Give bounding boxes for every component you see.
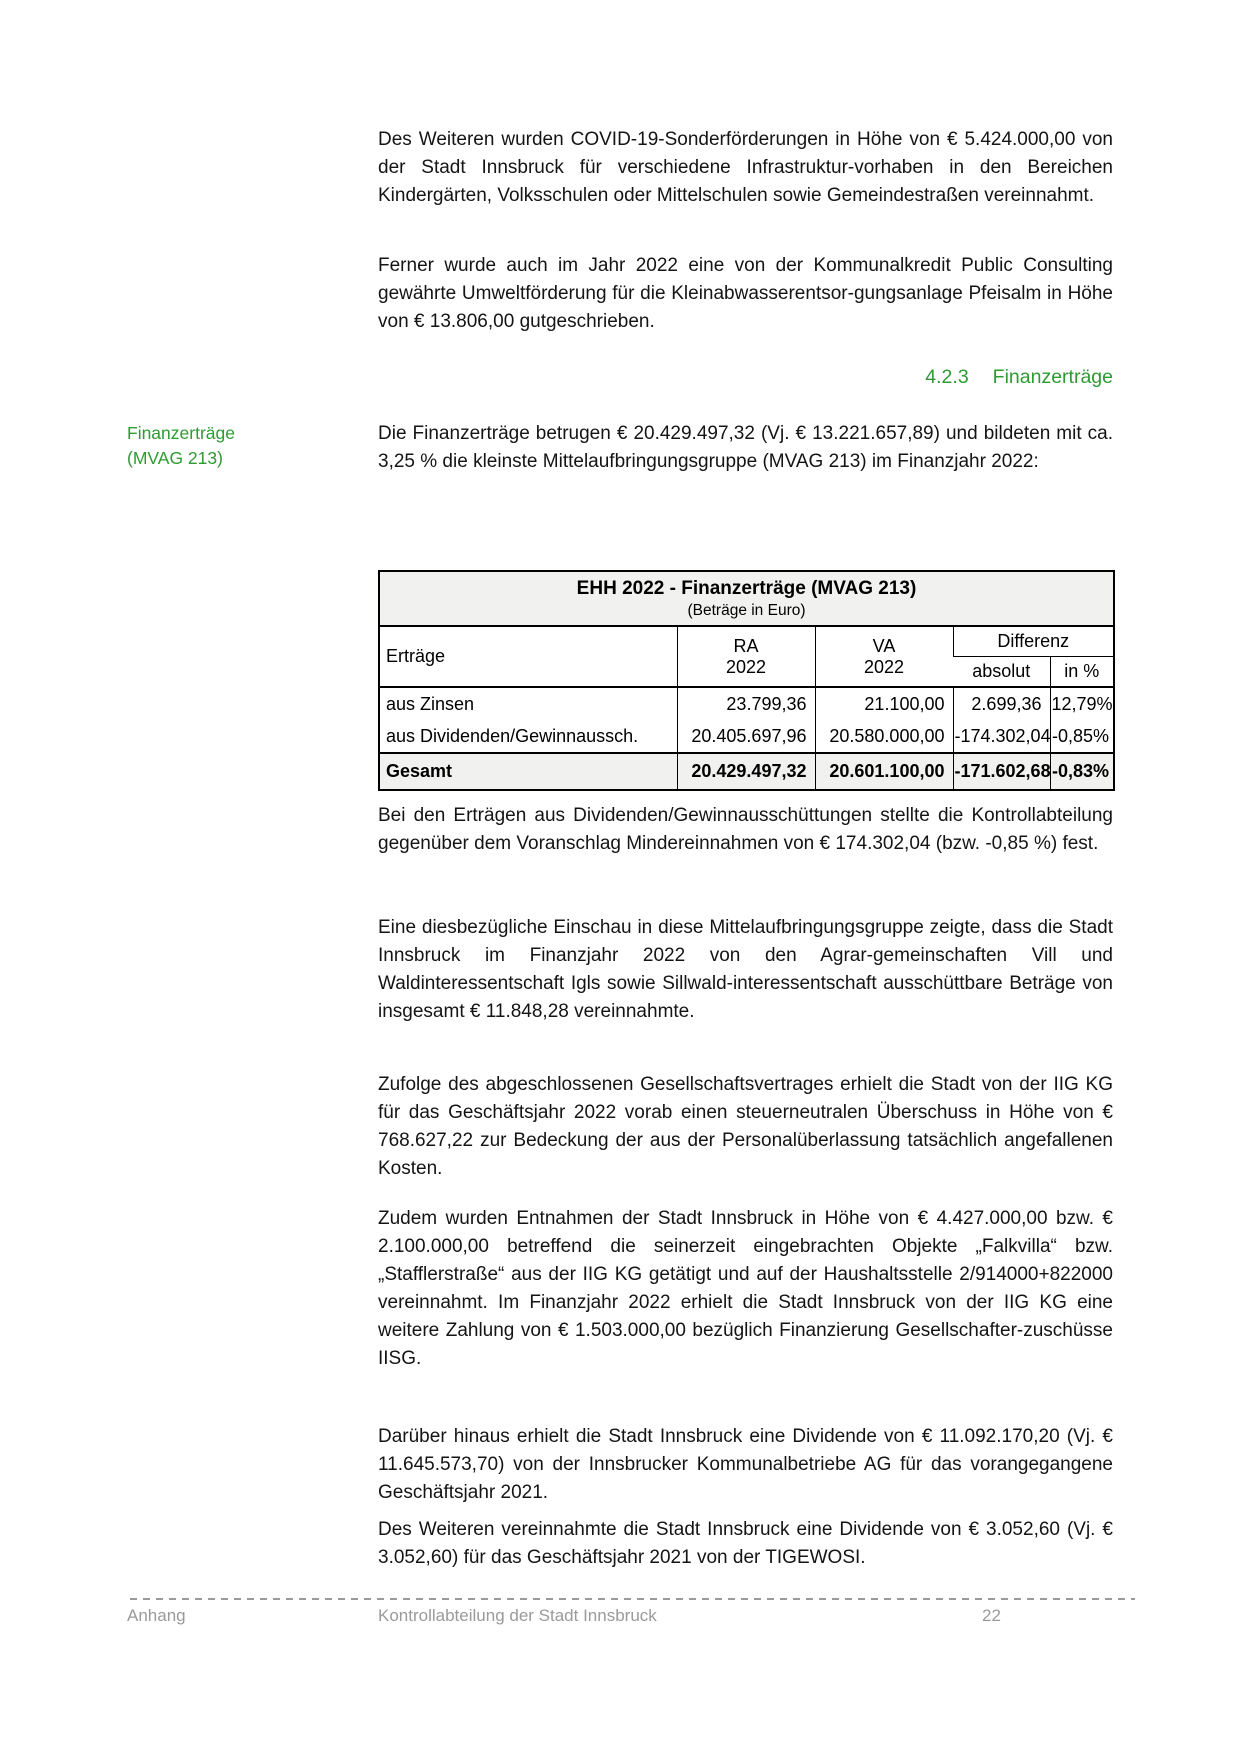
cell-differenz-percent: -0,83% (1050, 753, 1114, 790)
row-label: Gesamt (379, 753, 677, 790)
table-header-row-1 (379, 626, 1114, 657)
footer-dashed-divider (130, 1598, 1135, 1600)
table-row-zinsen (379, 687, 1114, 720)
paragraph-entnahmen: Zudem wurden Entnahmen der Stadt Innsbruck in Höhe von € 4.427.000,00 bzw. € 2.100.000,00 betreffend die seinerzeit eingebrachten Objekte „Falkvilla“ bzw. „Stafflerstraße“ aus der IIG KG getätigt und auf der Haushaltsstelle 2/914000+822000 vereinnahmt. Im Finanzjahr 2022 erhielt die Stadt Innsbruck von der IIG KG eine weitere Zahlung von € 1.503.000,00 bezüglich Finanzierung Gesellschafter-zuschüsse IISG. (378, 1208, 1113, 1369)
table-title-cell (379, 571, 1114, 626)
paragraph-tigewosi-dividende: Des Weiteren vereinnahmte die Stadt Innsbruck eine Dividende von € 3.052,60 (Vj. € 3.052,60) für das Geschäftsjahr 2021 von der TIGEWOSI. (378, 1519, 1113, 1568)
column-header-differenz: Differenz (953, 626, 1114, 657)
table-row-dividenden (379, 720, 1114, 753)
column-header-ra-2022 (677, 626, 815, 687)
cell-differenz-absolut: -171.602,68 (953, 753, 1050, 790)
cell-ra-2022: 20.429.497,32 (677, 753, 815, 790)
cell-va-2022: 21.100,00 (815, 687, 953, 720)
margin-note (127, 421, 347, 471)
row-label: aus Zinsen (386, 693, 475, 714)
finance-income-table (378, 570, 1115, 791)
cell-va-2022: 20.580.000,00 (815, 720, 953, 753)
paragraph-ikb-dividende: Darüber hinaus erhielt die Stadt Innsbruck eine Dividende von € 11.092.170,20 (Vj. € 11.645.573,70) von der Innsbrucker Kommunalbetriebe AG für das vorangegangene Geschäftsjahr 2021. (378, 1426, 1113, 1503)
cell-differenz-percent: -0,85% (1050, 720, 1114, 753)
paragraph-covid-sonderfoerderungen: Des Weiteren wurden COVID-19-Sonderförderungen in Höhe von € 5.424.000,00 von der Stadt Innsbruck für verschiedene Infrastruktur-vorhaben in den Bereichen Kindergärten, Volksschulen oder Mittelschulen sowie Gemeindestraßen vereinnahmt. (378, 129, 1113, 206)
margin-note-line2: (MVAG 213) (127, 448, 223, 468)
section-title: Finanzerträge (992, 366, 1113, 388)
footer-org-label: Kontrollabteilung der Stadt Innsbruck (378, 1606, 657, 1625)
footer-section-label: Anhang (127, 1606, 186, 1625)
footer-page-number: 22 (982, 1606, 1001, 1625)
table-title: EHH 2022 - Finanzerträge (MVAG 213) (576, 578, 917, 599)
section-heading (378, 366, 1113, 389)
table-subtitle: (Beträge in Euro) (687, 602, 806, 619)
paragraph-agrargemeinschaften: Eine diesbezügliche Einschau in diese Mittelaufbringungsgruppe zeigte, dass die Stadt Innsbruck im Finanzjahr 2022 von den Agrar-gemeinschaften Vill und Waldinteressentschaft Igls sowie Sillwald-interessentschaft ausschüttbare Beträge von insgesamt € 11.848,28 vereinnahmte. (378, 917, 1113, 1022)
header-va-line2: 2022 (863, 656, 905, 677)
column-header-absolut: absolut (953, 657, 1050, 688)
table-title-row (379, 571, 1114, 626)
paragraph-mindereinnahmen: Bei den Erträgen aus Dividenden/Gewinnausschüttungen stellte die Kontrollabteilung gegenüber dem Voranschlag Mindereinnahmen von € 174.302,04 (bzw. -0,85 %) fest. (378, 805, 1113, 854)
cell-va-2022: 20.601.100,00 (815, 753, 953, 790)
cell-ra-2022: 23.799,36 (677, 687, 815, 720)
cell-differenz-absolut: 2.699,36 (953, 687, 1050, 720)
column-header-in-percent: in % (1050, 657, 1114, 688)
header-ra-line2: 2022 (725, 656, 767, 677)
paragraph-iig-ueberschuss: Zufolge des abgeschlossenen Gesellschaftsvertrages erhielt die Stadt von der IIG KG für das Geschäftsjahr 2022 vorab einen steuerneutralen Überschuss in Höhe von € 768.627,22 zur Bedeckung der aus der Personalüberlassung tatsächlich angefallenen Kosten. (378, 1074, 1113, 1179)
row-label: aus Dividenden/Gewinnaussch. (386, 725, 639, 746)
header-ra-line1: RA (733, 635, 759, 656)
column-header-ertraege: Erträge (379, 626, 677, 687)
header-va-line1: VA (872, 635, 896, 656)
cell-differenz-percent: 12,79% (1050, 687, 1114, 720)
paragraph-umweltfoerderung: Ferner wurde auch im Jahr 2022 eine von der Kommunalkredit Public Consulting gewährte Umweltförderung für die Kleinabwasserentsor-gungsanlage Pfeisalm in Höhe von € 13.806,00 gutgeschrieben. (378, 255, 1113, 332)
section-number: 4.2.3 (925, 366, 969, 388)
margin-note-line1: Finanzerträge (127, 423, 235, 443)
paragraph-finanzertraege-intro: Die Finanzerträge betrugen € 20.429.497,32 (Vj. € 13.221.657,89) und bildeten mit ca. 3,25 % die kleinste Mittelaufbringungsgruppe (MVAG 213) im Finanzjahr 2022: (378, 423, 1113, 472)
table-row-gesamt (379, 753, 1114, 790)
cell-differenz-absolut: -174.302,04 (953, 720, 1050, 753)
column-header-va-2022 (815, 626, 953, 687)
cell-ra-2022: 20.405.697,96 (677, 720, 815, 753)
